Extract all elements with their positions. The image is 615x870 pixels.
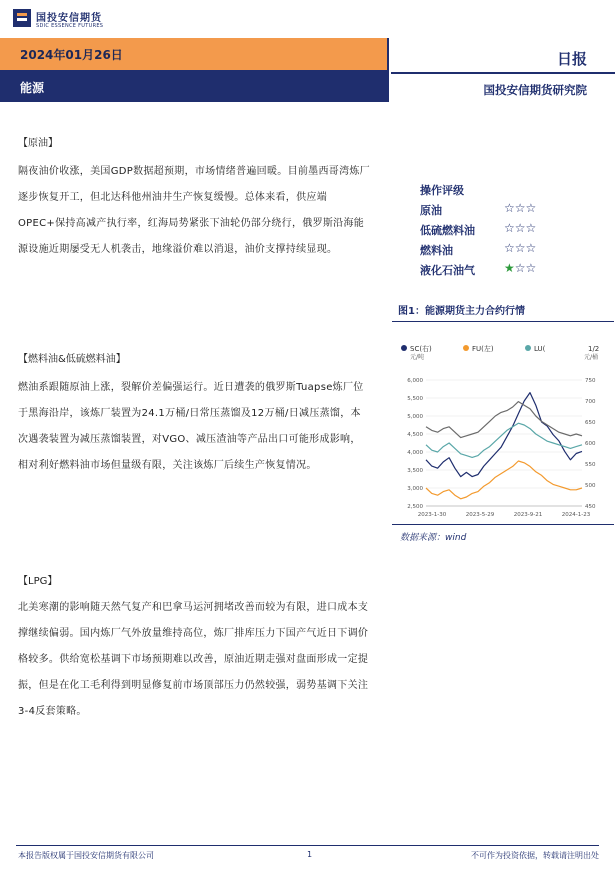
star-empty-icon: ☆☆☆ — [504, 201, 537, 215]
star-filled-icon: ★ — [504, 261, 515, 275]
right-axis-tick: 600 — [585, 441, 596, 447]
series-line — [426, 402, 582, 438]
footer-disclaimer: 不可作为投资依据，转载请注明出处 — [471, 851, 599, 860]
sector-bar — [0, 70, 387, 102]
x-axis-tick: 2023-5-29 — [465, 512, 495, 518]
institute-name: 国投安信期货研究院 — [483, 83, 587, 97]
report-date: 2024年01月26日 — [20, 48, 123, 62]
rating-row-fuel-oil — [420, 242, 610, 262]
footer-divider — [16, 845, 599, 846]
rating-name: 原油 — [420, 204, 442, 217]
rating-name: 燃料油 — [420, 244, 453, 257]
right-axis-unit: 元/桶 — [584, 354, 599, 361]
section-title-lpg: 【LPG】 — [18, 576, 58, 587]
rating-row-crude — [420, 202, 610, 222]
left-axis-tick: 4,500 — [407, 432, 423, 438]
figure-divider-top — [392, 321, 614, 322]
rating-row-lsfo — [420, 222, 610, 242]
legend-label: FU(左) — [472, 345, 494, 353]
energy-futures-chart — [392, 324, 614, 522]
logo-text-cn: 国投安信期货 — [36, 13, 102, 24]
sector-label: 能源 — [20, 81, 45, 95]
footer-copyright: 本报告版权属于国投安信期货有限公司 — [18, 851, 154, 860]
left-axis-unit: 元/吨 — [409, 354, 424, 361]
legend-marker — [401, 345, 407, 351]
series-line — [426, 461, 582, 499]
legend-marker — [525, 345, 531, 351]
page-number: 1 — [307, 850, 313, 859]
logo-mark-icon — [12, 8, 32, 28]
section-title-fuel-oil: 【燃料油&低硫燃料油】 — [18, 354, 126, 365]
rating-title: 操作评级 — [420, 184, 464, 197]
rating-name: 液化石油气 — [420, 264, 475, 277]
star-empty-icon: ☆☆ — [514, 261, 537, 275]
section-title-crude: 【原油】 — [18, 138, 58, 149]
legend-label: LU( — [534, 345, 546, 353]
star-empty-icon: ☆☆☆ — [504, 221, 537, 235]
series-line — [426, 393, 582, 477]
left-axis-tick: 5,000 — [407, 414, 423, 420]
section-text-lpg: 北美寒潮的影响随天然气复产和巴拿马运河拥堵改善而较为有限，进口成本支撑继续偏弱。国内炼厂气外放量维持高位，炼厂排库压力下国产气近日下调价格较多。供给宽松基调下市场预期难以改善，原油近期走强对盘面形成一定提振，但是在化工毛利得到明显修复前市场顶部压力仍然较强，弱势基调下关注3-4反套策略。 — [18, 602, 369, 717]
star-empty-icon: ☆☆☆ — [504, 241, 537, 255]
rating-stars — [504, 261, 536, 275]
right-axis-tick: 700 — [585, 399, 596, 405]
rating-row-lpg — [420, 262, 610, 282]
left-axis-tick: 4,000 — [407, 450, 423, 456]
x-axis-tick: 2023-1-30 — [417, 512, 447, 518]
section-text-fuel-oil: 燃油系跟随原油上涨，裂解价差偏强运行。近日遭袭的俄罗斯Tuapse炼厂位于黑海沿岸，该炼厂装置为24.1万桶/日常压蒸馏及12万桶/日减压蒸馏，本次遇袭装置为减压蒸馏装置，对VGO、减压渣油等产品出口可能形成影响，相对利好燃料油市场但量级有限，关注该炼厂后续生产恢复情况。 — [18, 382, 364, 471]
right-axis-tick: 550 — [585, 462, 596, 468]
right-axis-tick: 450 — [585, 504, 596, 510]
section-text-crude: 隔夜油价收涨，美国GDP数据超预期，市场情绪普遍回暖。目前墨西哥湾炼厂逐步恢复开工，但北达科他州油井生产恢复缓慢。总体来看，供应端OPEC+保持高减产执行率，红海局势紧张下油轮仍部分绕行，俄罗斯沿海能源设施近期屡受无人机袭击，地缘溢价难以消退，油价支撑持续显现。 — [18, 166, 370, 255]
right-axis-tick: 750 — [585, 378, 596, 384]
report-type: 日报 — [556, 50, 587, 68]
data-source: 数据来源：wind — [400, 533, 467, 543]
left-axis-tick: 2,500 — [407, 504, 423, 510]
left-axis-tick: 3,000 — [407, 486, 423, 492]
right-axis-tick: 500 — [585, 483, 596, 489]
rating-stars — [504, 241, 536, 255]
x-axis-tick: 2023-9-21 — [513, 512, 543, 518]
left-axis-tick: 6,000 — [407, 378, 423, 384]
right-axis-tick: 650 — [585, 420, 596, 426]
rating-name: 低硫燃料油 — [420, 224, 475, 237]
rating-stars — [504, 201, 536, 215]
logo-text-en: SDIC ESSENCE FUTURES — [36, 23, 104, 29]
legend-pager: 1/2 — [588, 345, 600, 353]
legend-label: SC(右) — [410, 345, 432, 353]
left-axis-tick: 5,500 — [407, 396, 423, 402]
figure-title: 图1：能源期货主力合约行情 — [398, 306, 525, 317]
rating-stars — [504, 221, 536, 235]
header-divider — [391, 72, 615, 74]
legend-marker — [463, 345, 469, 351]
x-axis-tick: 2024-1-23 — [561, 512, 591, 518]
figure-divider-bottom — [392, 524, 614, 525]
left-axis-tick: 3,500 — [407, 468, 423, 474]
company-logo — [12, 6, 102, 32]
